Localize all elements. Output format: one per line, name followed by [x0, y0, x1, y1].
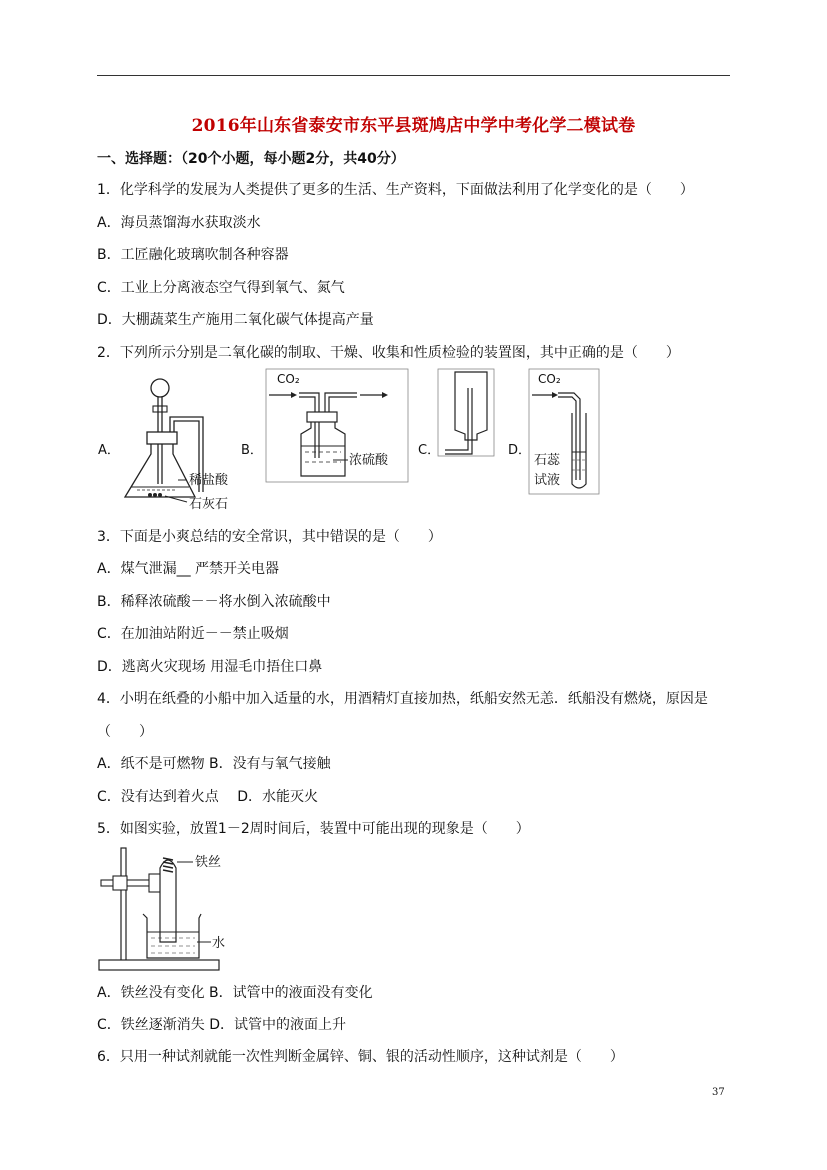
question-6-stem: 6．只用一种试剂就能一次性判断金属锌、铜、银的活动性顺序，这种试剂是（ ） [97, 1049, 624, 1065]
question-1-option-d: D．大棚蔬菜生产施用二氧化碳气体提高产量 [97, 312, 374, 328]
label-dilute-hcl: 稀盐酸 [189, 473, 229, 488]
label-conc-sulfuric: 浓硫酸 [349, 453, 389, 468]
label-water: 水 [212, 936, 226, 951]
figure-label-c: C． [418, 443, 441, 458]
litmus-test-figure [528, 368, 600, 496]
section-heading: 一、选择题：（20个小题，每小题2分，共40分） [97, 151, 405, 167]
question-4-stem: 4．小明在纸叠的小船中加入适量的水，用酒精灯直接加热，纸船安然无恙．纸船没有燃烧，原因是 [97, 691, 708, 707]
question-1-stem: 1．化学科学的发展为人类提供了更多的生活、生产资料，下面做法利用了化学变化的是（ ） [97, 182, 694, 198]
question-3-option-a: A．煤气泄漏__ 严禁开关电器 [97, 561, 280, 577]
drying-bottle-figure [265, 368, 410, 484]
question-4-options-ab: A．纸不是可燃物 B．没有与氧气接触 [97, 756, 331, 772]
question-3-option-d: D．逃离火灾现场 用湿毛巾捂住口鼻 [97, 659, 323, 675]
question-1-option-c: C．工业上分离液态空气得到氧气、氮气 [97, 280, 345, 296]
page-title: 2016年山东省泰安市东平县斑鸠店中学中考化学二模试卷 [191, 116, 636, 136]
figure-label-a: A． [98, 443, 120, 458]
label-co2-inlet: CO₂ [277, 372, 300, 386]
question-5-options-ab: A．铁丝没有变化 B．试管中的液面没有变化 [97, 985, 373, 1001]
label-iron-wire: 铁丝 [195, 855, 222, 870]
question-2-stem: 2．下列所示分别是二氧化碳的制取、干燥、收集和性质检验的装置图，其中正确的是（ ） [97, 345, 680, 361]
question-3-option-b: B．稀释浓硫酸－－将水倒入浓硫酸中 [97, 594, 331, 610]
label-litmus: 石蕊 [534, 453, 561, 468]
label-limestone: 石灰石 [189, 497, 229, 512]
question-5-stem: 5．如图实验，放置1－2周时间后，装置中可能出现的现象是（ ） [97, 821, 530, 837]
question-1-option-a: A．海员蒸馏海水获取淡水 [97, 215, 261, 231]
question-5-options-cd: C．铁丝逐渐消失 D．试管中的液面上升 [97, 1017, 347, 1033]
question-1-option-b: B．工匠融化玻璃吹制各种容器 [97, 247, 289, 263]
co2-generator-figure [115, 372, 240, 514]
question-4-stem-continued: （ ） [97, 724, 153, 740]
question-4-options-cd: C．没有达到着火点 D．水能灭火 [97, 789, 319, 805]
label-co2-test: CO₂ [538, 372, 561, 386]
figure-label-b: B． [241, 443, 263, 458]
question-3-option-c: C．在加油站附近－－禁止吸烟 [97, 626, 289, 642]
label-solution: 试液 [534, 473, 561, 488]
header-rule [97, 75, 730, 76]
question-3-stem: 3．下面是小爽总结的安全常识，其中错误的是（ ） [97, 529, 442, 545]
figure-label-d: D． [508, 443, 532, 458]
iron-wire-experiment-figure [97, 846, 229, 974]
page-number: 37 [712, 1087, 725, 1098]
gas-collection-figure [437, 368, 495, 458]
